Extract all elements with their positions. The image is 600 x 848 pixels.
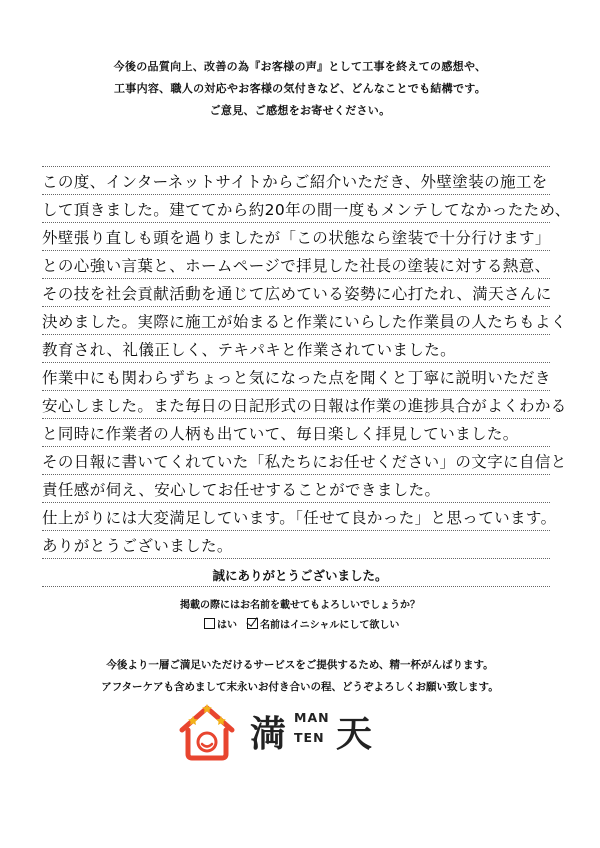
comment-line: その日報に書いてくれていた「私たちにお任せください」の文字に自信と (42, 453, 567, 471)
comment-line: その技を社会貢献活動を通じて広めている姿勢に心打たれ、満天さんに (42, 285, 552, 303)
dotted-rule (42, 166, 550, 167)
comment-line: 仕上がりには大変満足しています。「任せて良かった」と思っています。 (42, 509, 557, 527)
comment-line: 教育され、礼儀正しく、テキパキと作業されていました。 (42, 341, 457, 359)
dotted-rule (42, 474, 550, 475)
dotted-rule (42, 194, 550, 195)
publish-options (204, 616, 399, 631)
brand-sub-ten: TEN (294, 730, 325, 745)
dotted-rule (42, 530, 550, 531)
dotted-rule (42, 222, 550, 223)
option-yes[interactable] (204, 616, 237, 631)
closing-line: 今後より一層ご満足いただけるサービスをご提供するため、精一杯がんばります。 (106, 659, 494, 671)
comment-line: この度、インターネットサイトからご紹介いただき、外壁塗装の施工を (42, 173, 548, 191)
dotted-rule (42, 446, 550, 447)
comment-line: して頂きました。建ててから約20年の間一度もメンテしてなかったため、 (42, 201, 571, 219)
closing-text (0, 654, 600, 698)
company-logo (176, 700, 436, 764)
dotted-rule (42, 558, 550, 559)
dotted-rule (42, 306, 550, 307)
comment-line: 作業中にも関わらずちょっと気になった点を聞くと丁寧に説明いただき (42, 369, 551, 387)
dotted-rule (42, 334, 550, 335)
closing-line: アフターケアも含めまして末永いお付き合いの程、どうぞよろしくお願い致します。 (101, 681, 499, 693)
option-initials[interactable] (247, 616, 399, 631)
comment-line: 責任感が伺え、安心してお任せすることができました。 (42, 481, 441, 499)
publish-question: 掲載の際にはお名前を載せてもよろしいでしょうか？ (180, 600, 420, 611)
checkbox-yes[interactable] (204, 618, 215, 629)
checkbox-initials[interactable] (247, 618, 258, 629)
thanks-heading: 誠にありがとうございました。 (212, 568, 388, 583)
intro-line: ご意見、ご感想をお寄せください。 (209, 104, 391, 117)
option-yes-label: はい (217, 620, 237, 631)
dotted-rule (42, 390, 550, 391)
dotted-rule (42, 278, 550, 279)
dotted-rule (42, 418, 550, 419)
house-stars-icon (176, 700, 238, 764)
comment-line: との心強い言葉と、ホームページで拝見した社長の塗装に対する熱意、 (42, 257, 551, 275)
comment-line: 外壁張り直しも頭を過りましたが「この状態なら塗装で十分行けます」 (42, 229, 551, 247)
dotted-rule (42, 362, 550, 363)
comment-line: と同時に作業者の人柄も出ていて、毎日楽しく拝見していました。 (42, 425, 519, 443)
dotted-rule (42, 586, 550, 587)
brand-sub-man: MAN (294, 710, 330, 725)
intro-text (0, 56, 600, 122)
comment-line: ありがとうございました。 (42, 537, 233, 555)
brand-kanji-ten: 天 (336, 714, 373, 755)
dotted-rule (42, 502, 550, 503)
intro-line: 今後の品質向上、改善の為『お客様の声』として工事を終えての感想や、 (113, 60, 487, 73)
brand-kanji-man: 満 (250, 714, 287, 755)
intro-line: 工事内容、職人の対応やお客様の気付きなど、どんなことでも結構です。 (113, 82, 487, 95)
comment-line: 安心しました。また毎日の日記形式の日報は作業の進捗具合がよくわかる (42, 397, 567, 415)
dotted-rule (42, 250, 550, 251)
option-initials-label: 名前はイニシャルにして欲しい (260, 620, 400, 631)
comment-line: 決めました。実際に施工が始まると作業にいらした作業員の人たちもよく (42, 313, 567, 331)
